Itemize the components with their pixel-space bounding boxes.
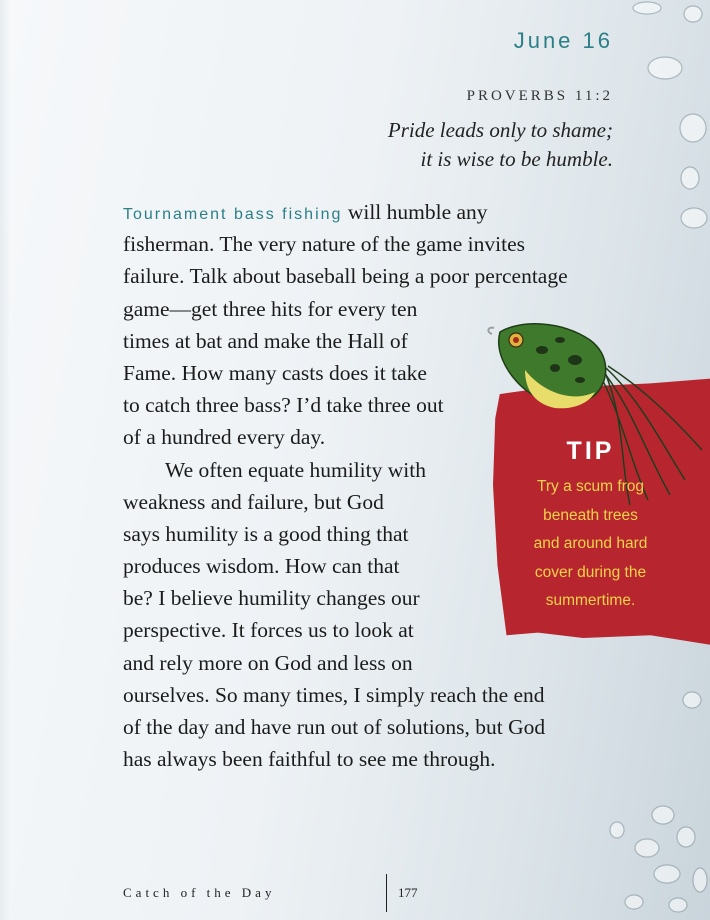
body-line: Fame. How many casts does it take xyxy=(123,360,427,385)
body-line: We often equate humility with xyxy=(165,457,426,482)
body-line: be? I believe humility changes our xyxy=(123,586,420,611)
tip-line: and around hard xyxy=(533,535,648,552)
body-line: of a hundred every day. xyxy=(123,425,326,450)
scripture-reference: PROVERBS 11:2 xyxy=(466,88,613,104)
scripture-verse xyxy=(388,116,613,174)
lead-in-smallcaps: Tournament bass fishing xyxy=(123,206,343,223)
devotional-date: June 16 xyxy=(513,28,613,53)
body-line: says humility is a good thing that xyxy=(123,521,409,546)
footer-book-title: Catch of the Day xyxy=(123,885,276,900)
body-line: of the day and have run out of solutions, but God xyxy=(123,715,546,739)
verse-line: Pride leads only to shame; xyxy=(387,118,613,142)
body-line: has always been faithful to see me through. xyxy=(123,747,496,772)
tip-title: TIP xyxy=(566,437,615,465)
tip-line: Try a scum frog xyxy=(536,478,645,495)
body-line: weakness and failure, but God xyxy=(123,489,384,514)
body-line: game—get three hits for every ten xyxy=(123,296,418,321)
body-line: Tournament bass fishing will humble any xyxy=(123,200,488,224)
body-line: perspective. It forces us to look at xyxy=(123,618,414,643)
page-edge-shadow xyxy=(0,0,10,920)
tip-text xyxy=(493,473,688,616)
body-line: times at bat and make the Hall of xyxy=(123,328,408,353)
body-line: fisherman. The very nature of the game invites xyxy=(123,232,525,257)
body-line: ourselves. So many times, I simply reach the end xyxy=(123,682,545,707)
verse-line: it is wise to be humble. xyxy=(420,147,613,171)
tip-line: cover during the xyxy=(534,563,647,581)
body-line: and rely more on God and less on xyxy=(123,650,413,675)
page-number: 177 xyxy=(398,885,418,900)
tip-line: beneath trees xyxy=(543,506,638,524)
body-line: produces wisdom. How can that xyxy=(123,554,400,579)
body-line: failure. Talk about baseball being a poor percentage xyxy=(123,264,568,289)
body-line: to catch three bass? I’d take three out xyxy=(123,393,444,418)
footer-divider xyxy=(386,874,387,912)
tip-line: summertime. xyxy=(545,592,636,609)
